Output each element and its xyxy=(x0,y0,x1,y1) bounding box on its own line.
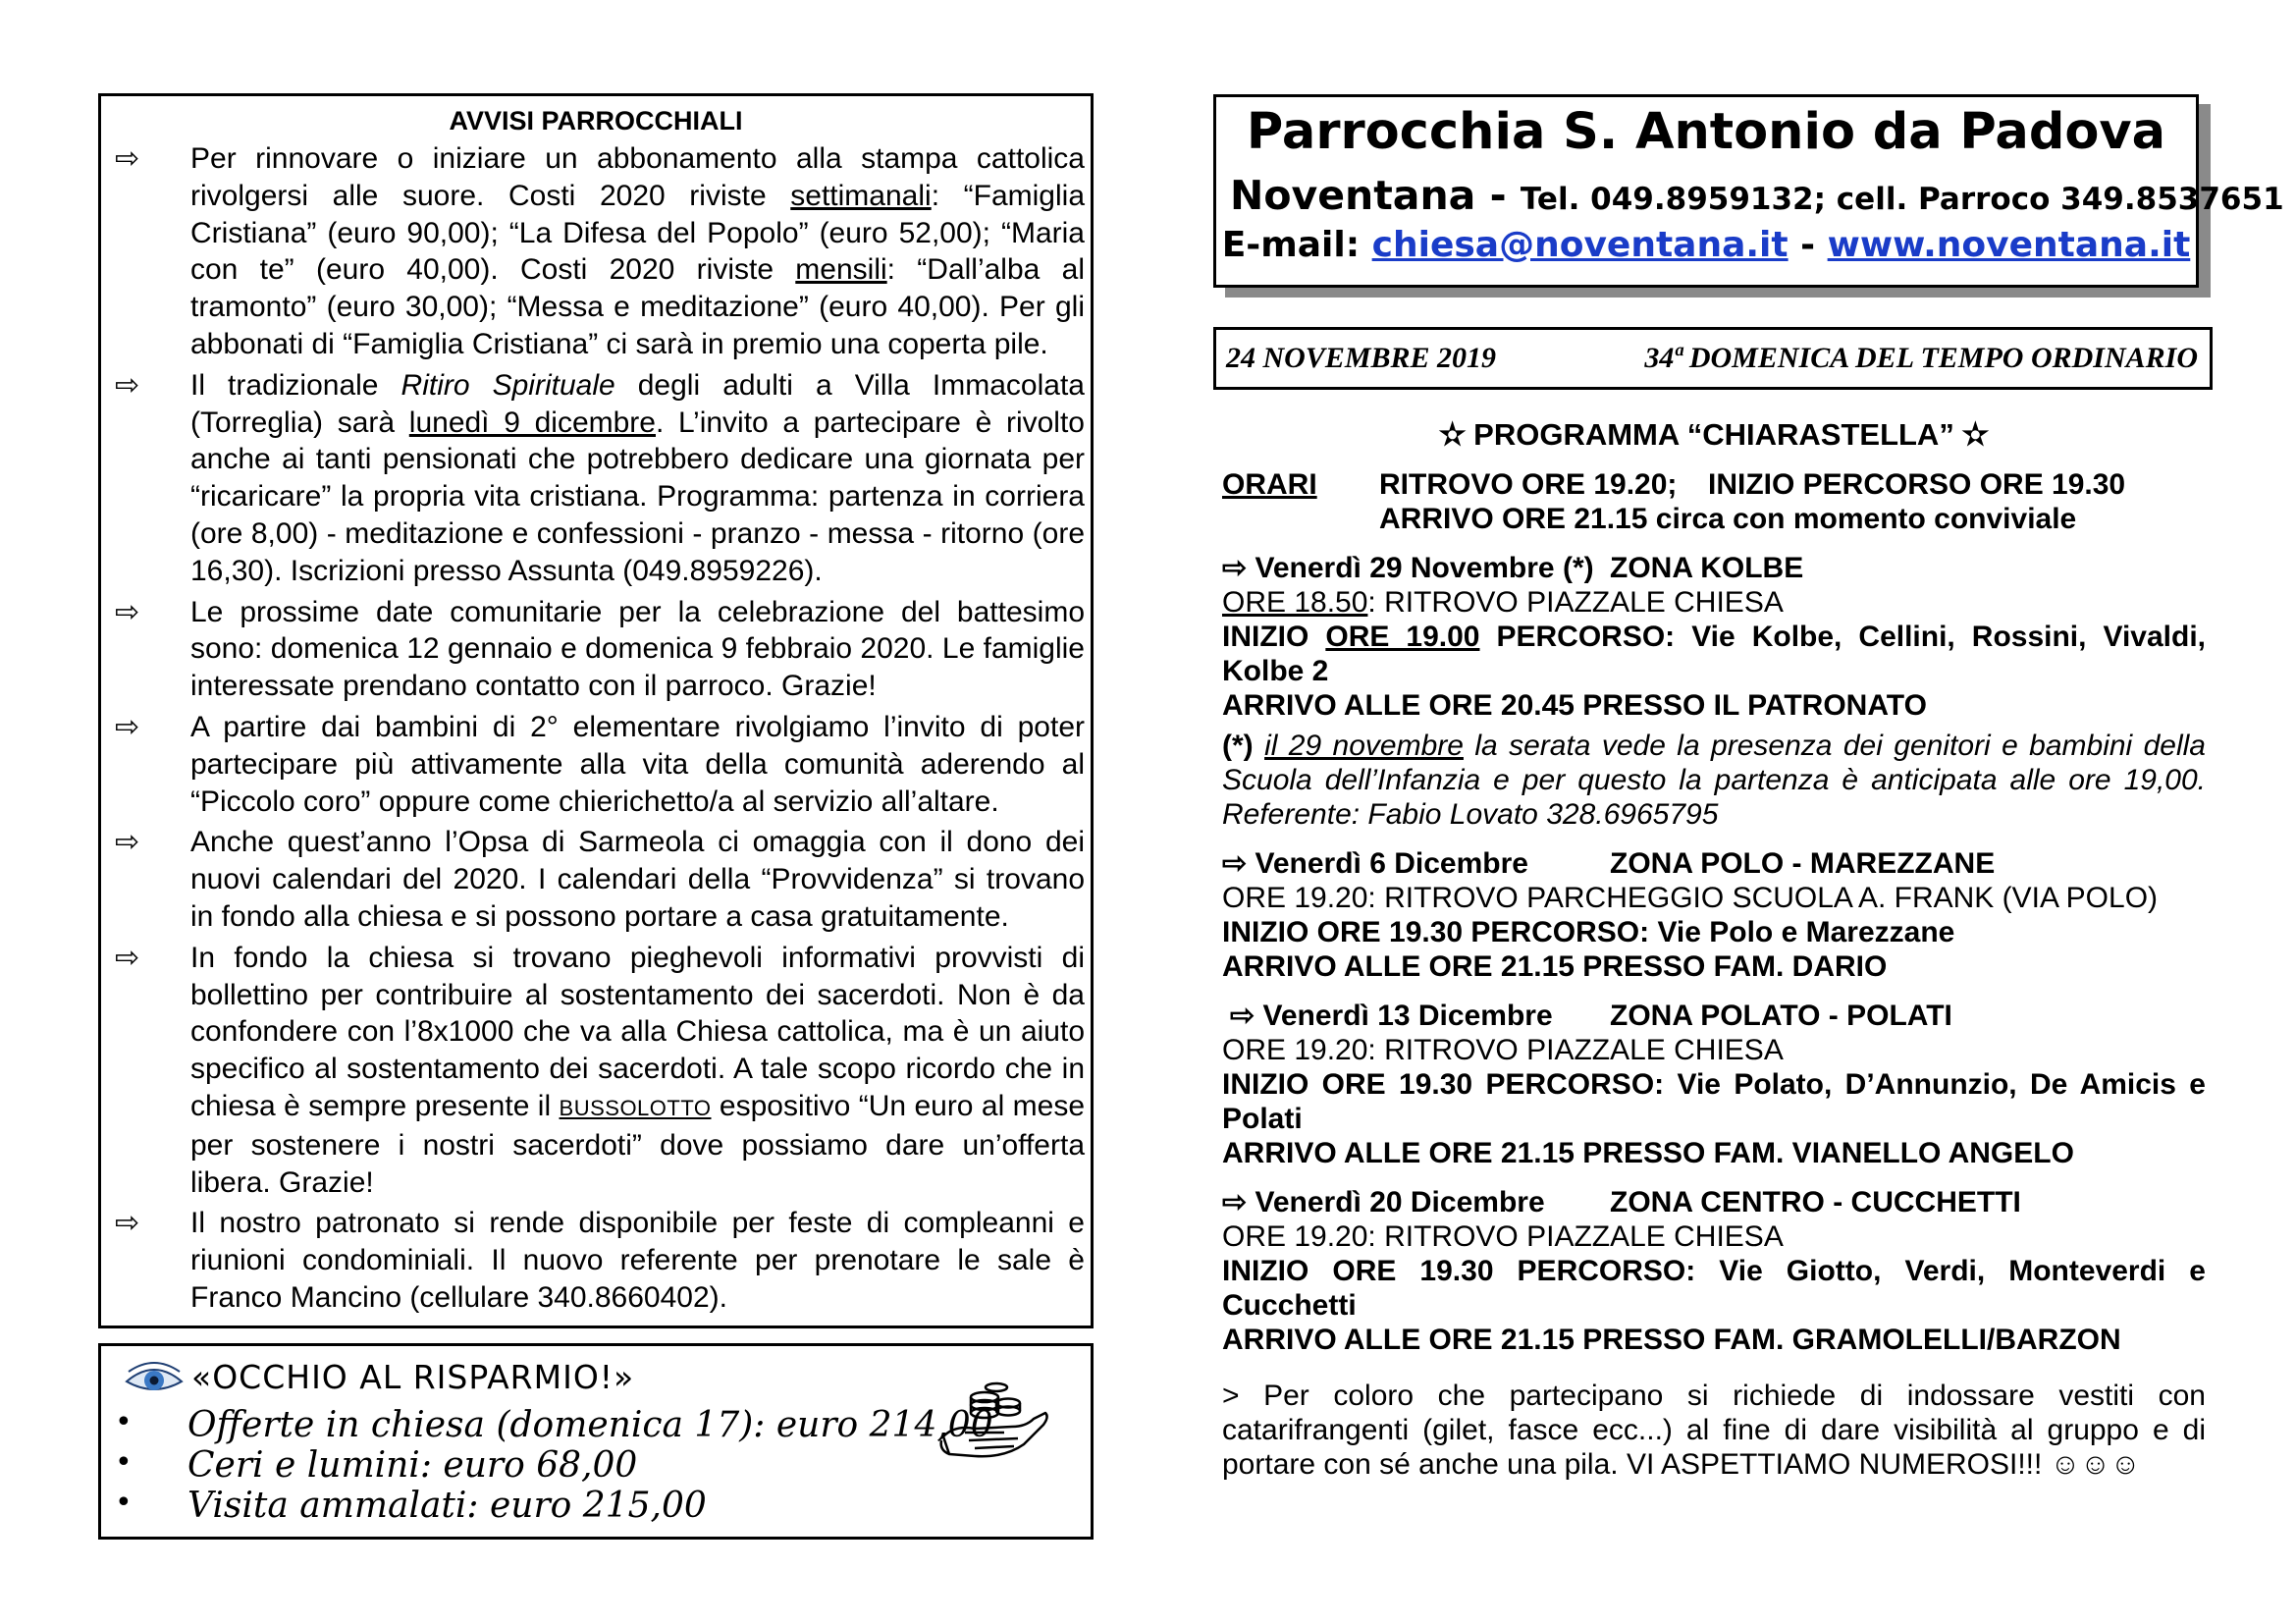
zone-inizio: INIZIO ORE 19.30 PERCORSO: Vie Polato, D’Annunzio, De Amicis e Polati xyxy=(1222,1068,2206,1135)
zone-kolbe xyxy=(1222,551,2206,832)
program-title: ✫ PROGRAMMA “CHIARASTELLA” ✫ xyxy=(1439,417,1989,452)
town-name: Noventana - xyxy=(1230,172,1521,219)
eye-icon xyxy=(123,1356,186,1399)
email-link[interactable]: chiesa@noventana.it xyxy=(1371,225,1789,265)
zone-day: ⇨ Venerdì 20 Dicembre xyxy=(1222,1186,1545,1218)
parish-header xyxy=(1213,94,2284,288)
bullet-icon: • xyxy=(115,1445,133,1480)
avviso-battesimo: ⇨ Le prossime date comunitarie per la celebrazione del battesimo sono: domenica 12 gennaio e domenica 9 febbraio 2020. Le famiglie interessate prendano contatto con il parroco. Grazie! xyxy=(115,595,1085,703)
zone-inizio: INIZIO ORE 19.00 PERCORSO: Vie Kolbe, Cellini, Rossini, Vivaldi, Kolbe 2 xyxy=(1222,621,2206,687)
chiarastella-program xyxy=(1222,417,2206,1482)
risparmio-box: «OCCHIO AL RISPARMIO!» • Offerte in chiesa (domenica 17): euro 214,00 • Ceri e lumini: euro 68,00 • Visita ammalati: euro 215,00 xyxy=(98,1343,1094,1540)
zone-inizio: INIZIO ORE 19.30 PERCORSO: Vie Giotto, Verdi, Monteverdi e Cucchetti xyxy=(1222,1255,2206,1322)
hands-coins-icon xyxy=(935,1368,1053,1466)
bulletin-date: 24 NOVEMBRE 2019 xyxy=(1226,342,1497,374)
avviso-sostentamento-sacerdoti: ⇨ In fondo la chiesa si trovano pieghevoli informativi provvisti di bollettino per contribuire al sostentamento dei sacerdoti. Non è da confondere con l’8x1000 che va alla Chiesa cattolica, ma è un aiuto specifico al sostentamento dei sacerdoti. A tale scopo ricordo che in chiesa è sempre presente il BUSSOLOTTO espositivo “Un euro al mese per sostenere i nostri sacerdoti” dove possiamo dare un’offerta libera. Grazie! xyxy=(115,941,1085,1199)
avviso-stampa-cattolica: ⇨ Per rinnovare o iniziare un abbonamento alla stampa cattolica rivolgersi alle suore. Costi 2020 riviste settimanali: “Famiglia Cristiana” (euro 90,00); “La Difesa del Popolo” (euro 52,00); “Maria con te” (euro 40,00). Costi 2020 riviste mensili: “Dall’alba al tramonto” (euro 30,00); “Messa e meditazione” (euro 40,00). Per gli abbonati di “Famiglia Cristiana” ci sarà in premio una coperta pile. xyxy=(115,142,1085,360)
zone-header xyxy=(1222,551,2206,585)
zone-ritrovo: ORE 19.20: RITROVO PARCHEGGIO SCUOLA A. FRANK (VIA POLO) xyxy=(1222,882,2159,914)
bullet-icon: • xyxy=(115,1486,133,1520)
avviso-calendari: ⇨ Anche quest’anno l’Opsa di Sarmeola ci omaggia con il dono dei nuovi calendari del 2020. I calendari della “Provvidenza” si trovano in fondo alla chiesa e si possono portare a casa gratuitamente. xyxy=(115,826,1085,933)
arrow-icon: ⇨ xyxy=(115,368,140,402)
avvisi-title: AVVISI PARROCCHIALI xyxy=(449,106,743,135)
zone-arrivo: ARRIVO ALLE ORE 21.15 PRESSO FAM. DARIO xyxy=(1222,950,1888,983)
zone-header xyxy=(1222,1185,2206,1219)
zone-inizio: INIZIO ORE 19.30 PERCORSO: Vie Polo e Marezzane xyxy=(1222,916,1955,948)
zone-arrivo: ARRIVO ALLE ORE 21.15 PRESSO FAM. GRAMOLELLI/BARZON xyxy=(1222,1324,2121,1356)
zone-day: ⇨ Venerdì 13 Dicembre xyxy=(1230,1000,1553,1032)
email-label: E-mail: xyxy=(1221,225,1372,265)
program-final-note: > Per coloro che partecipano si richiede di indossare vestiti con catarifrangenti (gilet, fasce ecc...) al fine di dare visibilità al gruppo e di portare con sé anche una pila. VI ASPETTIAMO NUMEROSI!!! ☺☺☺ xyxy=(1222,1380,2206,1481)
web-line: E-mail: chiesa@noventana.it - www.noventana.it xyxy=(1221,225,2191,265)
avviso-piccolo-coro: ⇨ A partire dai bambini di 2° elementare rivolgiamo l’invito di poter partecipare più attivamente alla vita della comunità aderendo al “Piccolo coro” oppure come chierichetto/a al servizio all’altare. xyxy=(115,710,1085,818)
zone-arrivo: ARRIVO ALLE ORE 21.15 PRESSO FAM. VIANELLO ANGELO xyxy=(1222,1137,2074,1169)
zone-name: ZONA KOLBE xyxy=(1610,552,1804,584)
bullet-icon: • xyxy=(115,1405,133,1439)
arrow-icon: ⇨ xyxy=(115,142,140,175)
zone-day: ⇨ Venerdì 6 Dicembre xyxy=(1222,847,1528,880)
zone-ritrovo: ORE 19.20: RITROVO PIAZZALE CHIESA xyxy=(1222,1034,1784,1066)
liturgical-sunday: 34ª DOMENICA DEL TEMPO ORDINARIO xyxy=(1644,342,2198,374)
zone-ritrovo: ORE 18.50: RITROVO PIAZZALE CHIESA xyxy=(1222,586,1784,619)
arrow-icon: ⇨ xyxy=(115,595,140,628)
orari-label: ORARI xyxy=(1222,468,1317,501)
date-bar xyxy=(1213,327,2213,390)
zone-name: ZONA POLATO - POLATI xyxy=(1610,1000,1952,1032)
zone-centro-cucchetti xyxy=(1222,1185,2206,1357)
zone-ritrovo: ORE 19.20: RITROVO PIAZZALE CHIESA xyxy=(1222,1220,1784,1253)
zone-arrivo: ARRIVO ALLE ORE 20.45 PRESSO IL PATRONATO xyxy=(1222,689,1927,722)
contact-line xyxy=(1230,172,2284,219)
arrow-icon: ⇨ xyxy=(115,826,140,859)
arrow-icon: ⇨ xyxy=(115,941,140,974)
zone-polo-marezzane xyxy=(1222,846,2206,984)
orari-block: ORARI RITROVO ORE 19.20; INIZIO PERCORSO ORE 19.30 ARRIVO ORE 21.15 circa con momento conviviale xyxy=(1222,468,2126,535)
zone-header xyxy=(1222,999,2206,1033)
zone-header xyxy=(1222,846,2206,881)
zone-note: (*) il 29 novembre la serata vede la presenza dei genitori e bambini della Scuola dell’Infanzia e per questo la partenza è anticipata alle ore 19,00. Referente: Fabio Lovato 328.6965795 xyxy=(1222,730,2206,831)
zone-polato-polati xyxy=(1222,999,2206,1170)
avviso-ritiro-spirituale: ⇨ Il tradizionale Ritiro Spirituale degli adulti a Villa Immacolata (Torreglia) sarà lunedì 9 dicembre. L’invito a partecipare è rivolto anche ai tanti pensionati che potrebbero dedicare una giornata per “ricaricare” la propria vita cristiana. Programma: partenza in corriera (ore 8,00) - meditazione e confessioni - pranzo - messa - ritorno (ore 16,30). Iscrizioni presso Assunta (049.8959226). xyxy=(115,368,1085,587)
zone-day: ⇨ Venerdì 29 Novembre (*) xyxy=(1222,552,1594,584)
phone-numbers: Tel. 049.8959132; cell. Parroco 349.8537651 xyxy=(1520,182,2284,217)
website-link[interactable]: www.noventana.it xyxy=(1827,225,2191,265)
arrow-icon: ⇨ xyxy=(115,1207,140,1240)
avvisi-box xyxy=(98,93,1094,1328)
zone-name: ZONA POLO - MAREZZANE xyxy=(1610,847,1996,880)
arrow-icon: ⇨ xyxy=(115,710,140,743)
risparmio-title: «OCCHIO AL RISPARMIO!» xyxy=(191,1358,635,1396)
avviso-patronato: ⇨ Il nostro patronato si rende disponibile per feste di compleanni e riunioni condominiali. Il nuovo referente per prenotare le sale è Franco Mancino (cellulare 340.8660402). xyxy=(115,1207,1085,1314)
parish-name: Parrocchia S. Antonio da Padova xyxy=(1246,103,2166,161)
zone-name: ZONA CENTRO - CUCCHETTI xyxy=(1610,1186,2021,1218)
